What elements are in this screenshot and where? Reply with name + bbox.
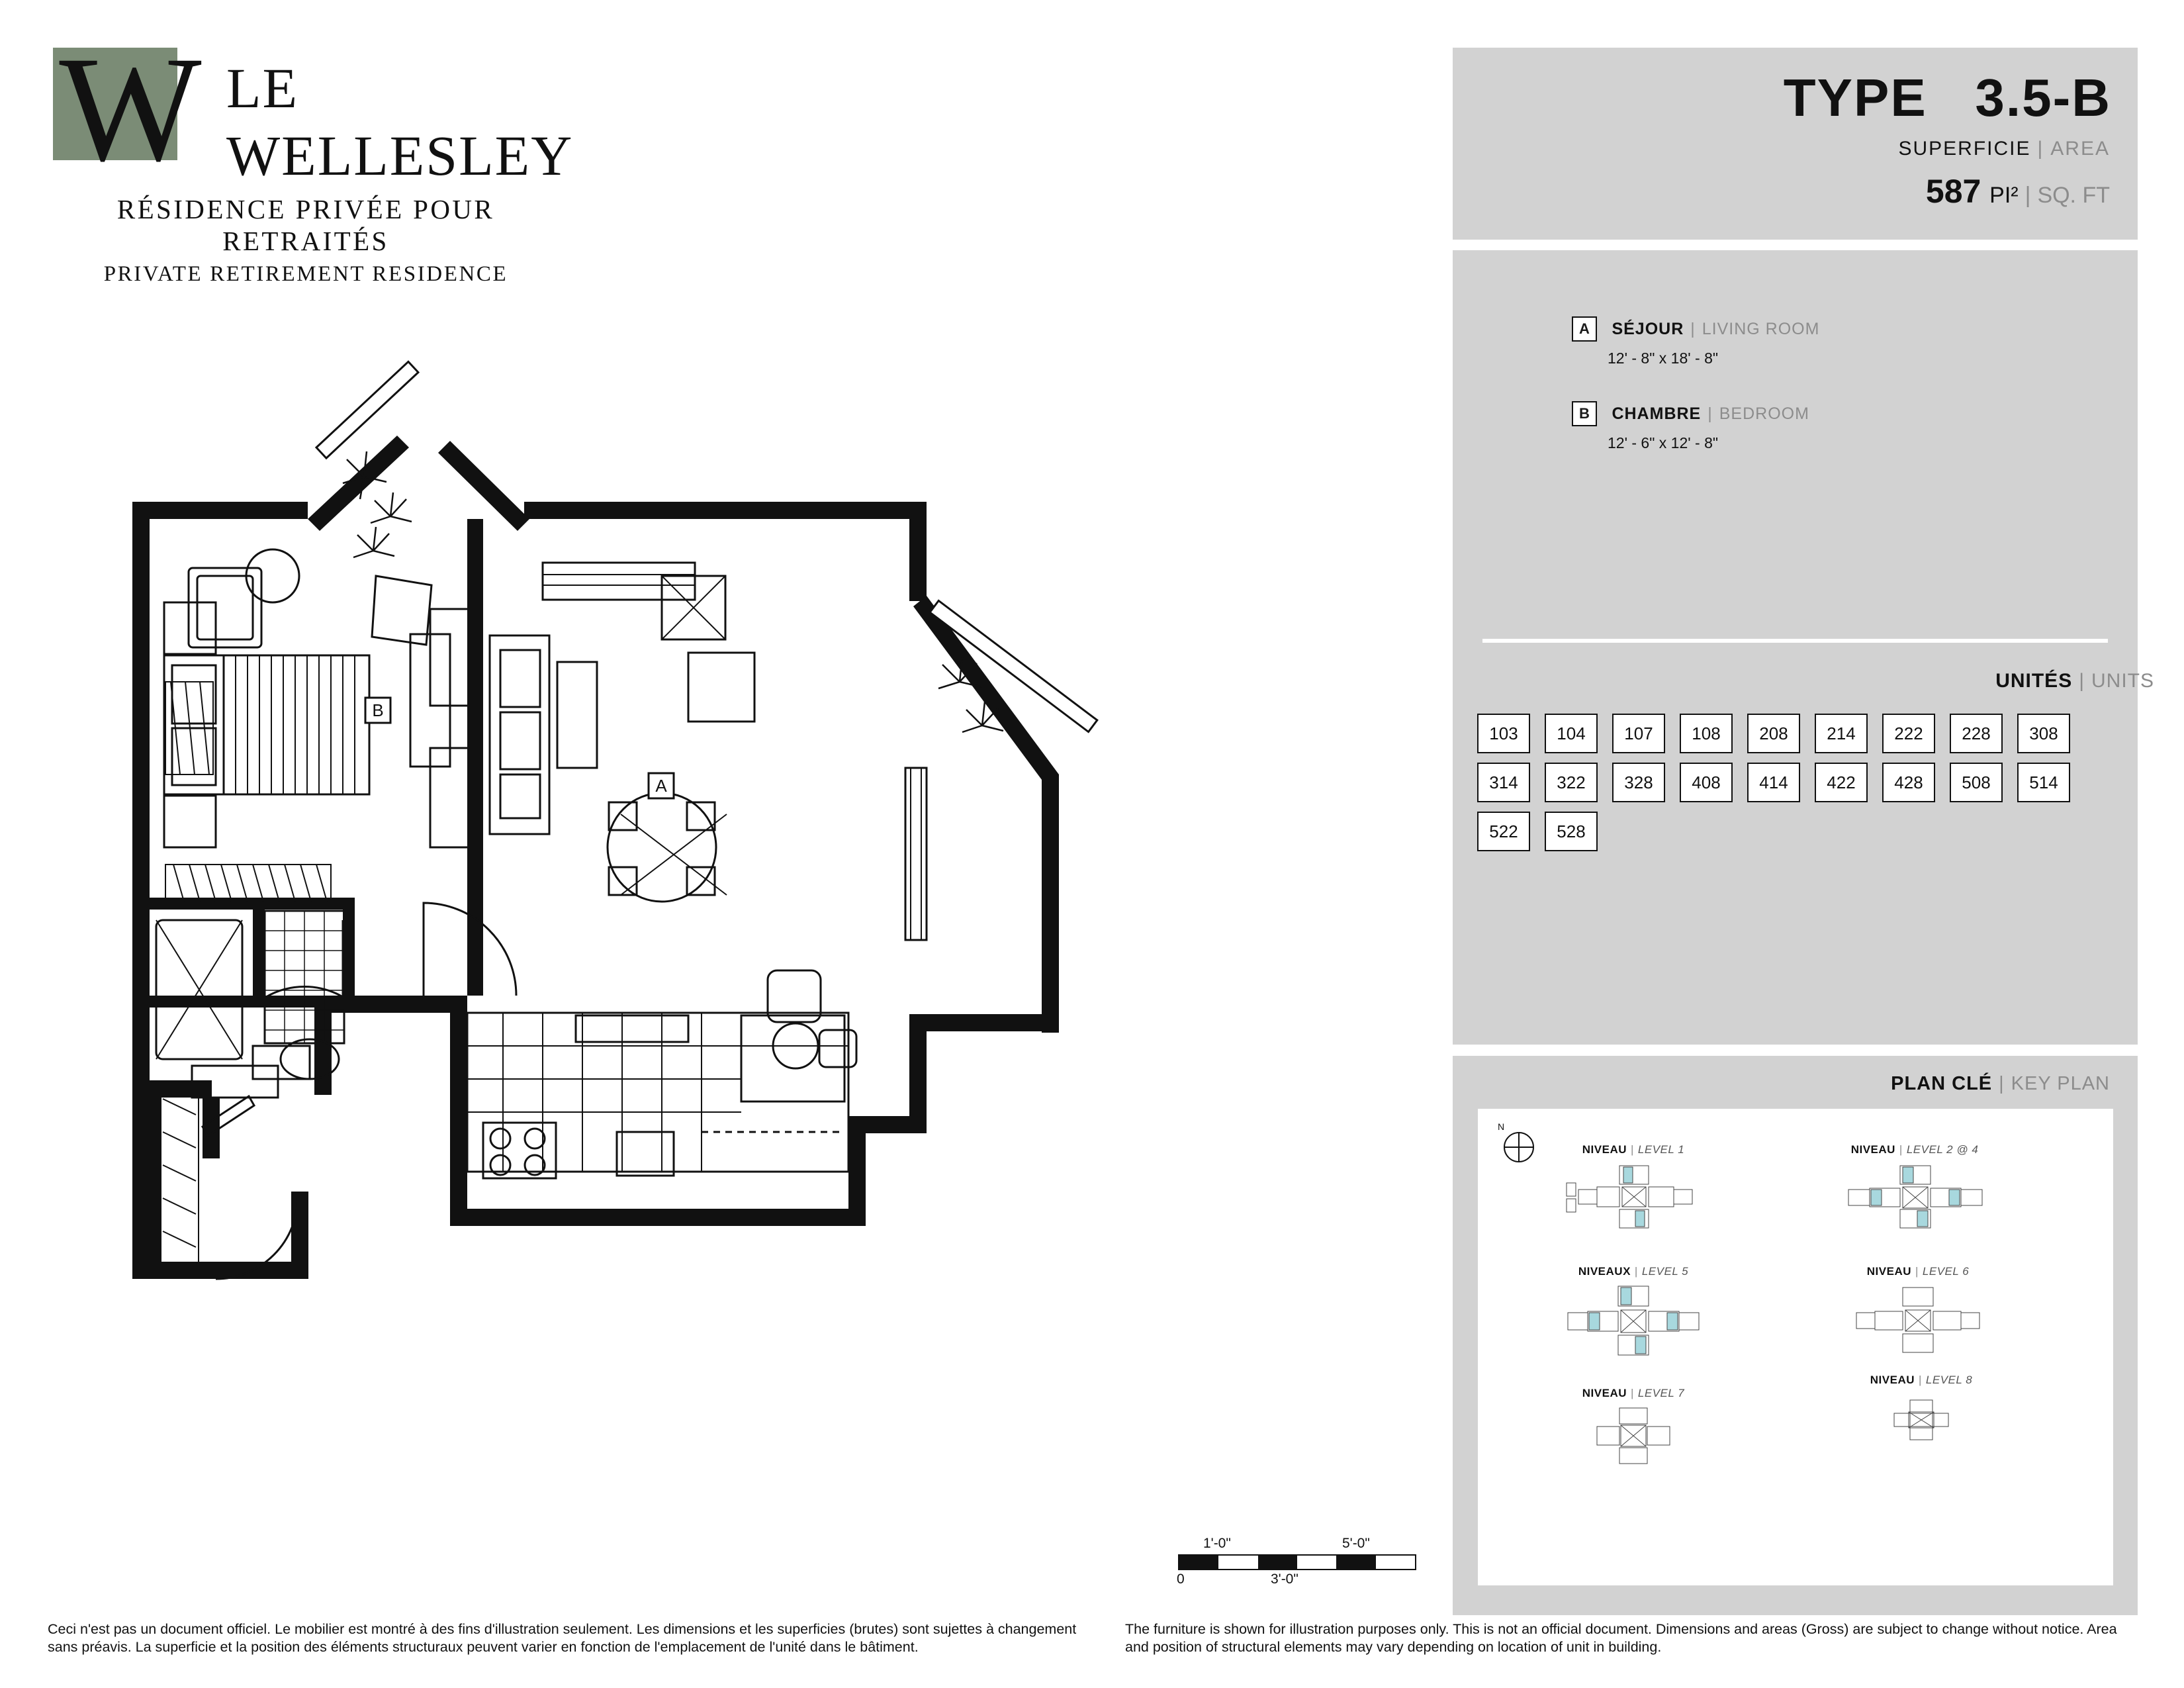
key-plan-diagram-8 xyxy=(1839,1391,2004,1450)
room-legend-living xyxy=(1572,316,1819,367)
area-value: 587 xyxy=(1925,173,1981,210)
floor-plan-drawing xyxy=(79,311,1403,1436)
key-plan-diagram-1 xyxy=(1551,1160,1716,1233)
units-heading-en: UNITS xyxy=(2091,670,2154,692)
key-plan-label-sep: | xyxy=(1899,1143,1903,1156)
type-panel xyxy=(1453,48,2138,240)
unit-number[interactable]: 107 xyxy=(1612,714,1665,753)
key-plan-level-2[interactable] xyxy=(1829,1143,2001,1237)
key-plan-heading-separator: | xyxy=(1999,1073,2005,1094)
key-plan-level-1[interactable] xyxy=(1551,1143,1716,1237)
key-plan-label-7 xyxy=(1551,1387,1716,1400)
key-plan-label-fr: NIVEAU xyxy=(1582,1387,1627,1399)
key-plan-level-6[interactable] xyxy=(1835,1265,2001,1365)
key-plan-label-6 xyxy=(1835,1265,2001,1278)
room-name-fr-bedroom: CHAMBRE xyxy=(1612,404,1702,423)
area-unit-fr: PI² xyxy=(1989,183,2019,208)
key-plan-label-2 xyxy=(1829,1143,2001,1156)
unit-type-label: TYPE xyxy=(1783,68,1927,127)
area-unit-en: SQ. FT xyxy=(2037,183,2110,208)
room-legend-bedroom xyxy=(1572,401,1809,452)
scale-label-1ft: 1'-0" xyxy=(1203,1536,1231,1551)
room-sep-bedroom: | xyxy=(1707,404,1713,423)
key-plan-label-fr: NIVEAUX xyxy=(1578,1265,1631,1278)
scale-label-zero: 0 xyxy=(1177,1571,1185,1587)
unit-type-value: 3.5-B xyxy=(1975,68,2111,127)
key-plan-label-sep: | xyxy=(1915,1265,1919,1278)
key-plan-label-sep: | xyxy=(1631,1143,1634,1156)
unit-number[interactable]: 222 xyxy=(1882,714,1935,753)
key-plan-heading xyxy=(1891,1073,2110,1095)
key-plan-panel xyxy=(1453,1056,2138,1615)
unit-number[interactable]: 508 xyxy=(1950,763,2003,802)
key-plan-label-1 xyxy=(1551,1143,1716,1156)
units-heading xyxy=(1995,670,2154,692)
room-name-en-bedroom: BEDROOM xyxy=(1719,404,1809,423)
units-row xyxy=(1477,714,2119,753)
key-plan-label-fr: NIVEAU xyxy=(1870,1374,1915,1386)
area-value-separator: | xyxy=(2025,183,2031,208)
key-plan-label-en: LEVEL 2 @ 4 xyxy=(1906,1143,1979,1156)
unit-number[interactable]: 214 xyxy=(1815,714,1868,753)
windows xyxy=(316,361,1097,940)
key-plan-level-8[interactable] xyxy=(1839,1374,2004,1454)
bedroom-furniture xyxy=(164,549,450,847)
disclaimer-en: The furniture is shown for illustration purposes only. This is not an official document. Dimensions and areas (Gross) are subject to change without notice. Area and position of structural elements may vary depending on location of unit in building. xyxy=(1125,1621,2117,1655)
scale-label-3ft: 3'-0" xyxy=(1271,1571,1298,1587)
unit-number[interactable]: 322 xyxy=(1545,763,1598,802)
room-dims-living: 12' - 8" x 18' - 8" xyxy=(1608,350,1719,367)
key-plan-label-en: LEVEL 1 xyxy=(1637,1143,1685,1156)
key-plan-label-sep: | xyxy=(1919,1374,1922,1386)
key-plan-label-fr: NIVEAU xyxy=(1866,1265,1911,1278)
logo-line-1: LE xyxy=(226,56,299,120)
room-tag-a-plan-text: A xyxy=(655,776,667,796)
unit-number[interactable]: 422 xyxy=(1815,763,1868,802)
room-tag-a: A xyxy=(1572,316,1597,342)
brand-logo xyxy=(48,26,597,287)
key-plan-label-fr: NIVEAU xyxy=(1582,1143,1627,1156)
unit-number[interactable]: 428 xyxy=(1882,763,1935,802)
key-plan-diagram-6 xyxy=(1835,1282,2001,1362)
unit-number[interactable]: 414 xyxy=(1747,763,1800,802)
unit-number[interactable]: 108 xyxy=(1680,714,1733,753)
key-plan-label-fr: NIVEAU xyxy=(1850,1143,1895,1156)
key-plan-label-en: LEVEL 5 xyxy=(1641,1265,1689,1278)
key-plan-diagram-7 xyxy=(1551,1404,1716,1470)
key-plan-label-5 xyxy=(1551,1265,1716,1278)
room-name-fr-living: SÉJOUR xyxy=(1612,319,1684,338)
key-plan-label-sep: | xyxy=(1634,1265,1638,1278)
key-plan-label-sep: | xyxy=(1631,1387,1634,1399)
room-tag-a-plan xyxy=(649,773,674,798)
rooms-units-panel xyxy=(1453,250,2138,1045)
room-tag-b: B xyxy=(1572,401,1597,426)
units-heading-separator: | xyxy=(2079,670,2085,692)
north-arrow-icon xyxy=(1494,1121,1540,1167)
closets xyxy=(159,682,331,1264)
key-plan-diagram-5 xyxy=(1551,1282,1716,1362)
scale-label-5ft: 5'-0" xyxy=(1342,1536,1370,1551)
unit-number[interactable]: 314 xyxy=(1477,763,1530,802)
unit-number[interactable]: 308 xyxy=(2017,714,2070,753)
unit-number[interactable]: 514 xyxy=(2017,763,2070,802)
area-caption-separator: | xyxy=(2037,138,2044,160)
room-name-en-living: LIVING ROOM xyxy=(1702,319,1820,338)
kitchen xyxy=(467,1013,848,1178)
unit-number[interactable]: 228 xyxy=(1950,714,2003,753)
unit-type-title xyxy=(1784,68,2111,128)
unit-number[interactable]: 408 xyxy=(1680,763,1733,802)
living-furniture xyxy=(430,563,856,1068)
plants xyxy=(343,451,1003,732)
units-grid xyxy=(1477,714,2119,861)
area-caption xyxy=(1898,138,2110,160)
scale-bar xyxy=(1178,1536,1416,1587)
area-value-row xyxy=(1926,172,2110,211)
units-row xyxy=(1477,812,2119,851)
unit-number[interactable]: 104 xyxy=(1545,714,1598,753)
svg-text:N: N xyxy=(1498,1121,1505,1132)
key-plan-diagram-2 xyxy=(1829,1160,2001,1233)
key-plan-label-en: LEVEL 6 xyxy=(1922,1265,1970,1278)
logo-w-letter: W xyxy=(59,26,202,193)
key-plan-label-en: LEVEL 7 xyxy=(1637,1387,1685,1399)
scale-bar-graphic xyxy=(1178,1554,1416,1570)
panel-divider xyxy=(1482,639,2108,643)
key-plan-label-8 xyxy=(1839,1374,2004,1387)
room-dims-bedroom: 12' - 6" x 12' - 8" xyxy=(1608,434,1719,451)
unit-number[interactable]: 103 xyxy=(1477,714,1530,753)
area-caption-en: AREA xyxy=(2050,138,2110,160)
area-caption-fr: SUPERFICIE xyxy=(1898,138,2031,160)
room-tag-b-plan xyxy=(365,698,390,723)
logo-tagline-fr: RÉSIDENCE PRIVÉE POUR RETRAITÉS xyxy=(116,194,495,256)
units-row xyxy=(1477,763,2119,802)
units-heading-fr: UNITÉS xyxy=(1995,670,2073,692)
key-plan-heading-fr: PLAN CLÉ xyxy=(1891,1073,1993,1094)
unit-number[interactable]: 328 xyxy=(1612,763,1665,802)
disclaimer-fr: Ceci n'est pas un document officiel. Le mobilier est montré à des fins d'illustration seulement. Les dimensions et les superficies (brutes) sont sujettes à changement sans préavis. La superficie et la position des éléments structuraux peuvent varier en fonction de l'emplacement de l'unité dans le bâtiment. xyxy=(48,1621,1077,1655)
key-plan-label-en: LEVEL 8 xyxy=(1925,1374,1973,1386)
key-plan-canvas xyxy=(1478,1109,2113,1585)
room-tag-b-plan-text: B xyxy=(372,700,384,720)
key-plan-level-5[interactable] xyxy=(1551,1265,1716,1365)
logo-tagline-en: PRIVATE RETIREMENT RESIDENCE xyxy=(103,262,508,286)
unit-number[interactable]: 528 xyxy=(1545,812,1598,851)
floor-plan-svg xyxy=(79,311,1403,1436)
key-plan-level-7[interactable] xyxy=(1551,1387,1716,1474)
logo-line-2: WELLESLEY xyxy=(226,124,574,187)
unit-number[interactable]: 522 xyxy=(1477,812,1530,851)
unit-number[interactable]: 208 xyxy=(1747,714,1800,753)
key-plan-heading-en: KEY PLAN xyxy=(2011,1073,2110,1094)
logo-w-icon xyxy=(48,26,214,193)
room-sep-living: | xyxy=(1690,319,1696,338)
